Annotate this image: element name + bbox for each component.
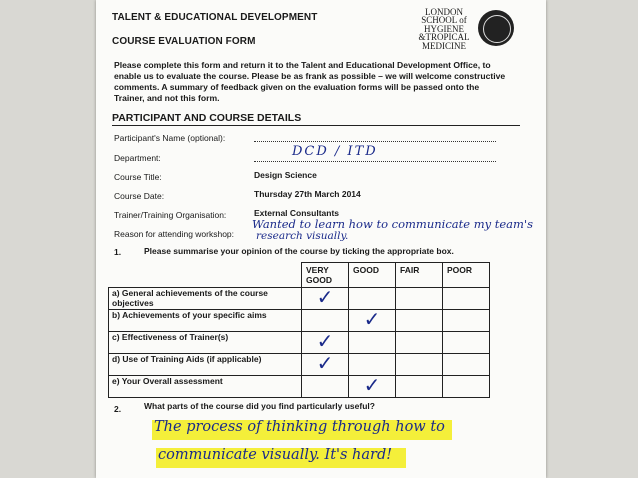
question-1-text: Please summarise your opinion of the course by ticking the appropriate box. [144, 246, 454, 256]
tick-icon: ✓ [316, 285, 334, 309]
lshtm-logo [414, 8, 524, 54]
evaluation-form-page [96, 0, 546, 478]
tick-icon: ✓ [316, 351, 334, 375]
table-row [109, 288, 490, 310]
crest-icon [478, 10, 514, 46]
name-field[interactable] [254, 141, 496, 142]
department-label: Department: [114, 153, 161, 163]
logo-line: LONDON [425, 7, 463, 17]
logo-line: SCHOOL of [421, 15, 467, 26]
department-handwriting: DCD / ITD [292, 144, 378, 159]
rating-cell[interactable] [349, 332, 396, 354]
logo-line: MEDICINE [422, 40, 466, 51]
rating-cell[interactable] [443, 288, 490, 310]
reason-handwriting-line2: research visually. [256, 230, 349, 242]
tick-icon: ✓ [316, 329, 334, 353]
table-row [109, 332, 490, 354]
rating-table [108, 262, 490, 398]
answer-handwriting-line1: The process of thinking through how to [154, 419, 445, 435]
department-field[interactable] [254, 161, 496, 162]
table-row [109, 354, 490, 376]
rating-cell[interactable] [396, 288, 443, 310]
row-label: b) Achievements of your specific aims [109, 310, 302, 332]
logo-line: HYGIENE [424, 23, 464, 34]
trainer-value: External Consultants [254, 208, 340, 218]
reason-handwriting-line1: Wanted to learn how to communicate my team's [252, 217, 534, 231]
column-header-very-good: VERY GOOD [302, 263, 349, 288]
question-1-number: 1. [114, 247, 122, 257]
name-label: Participant's Name (optional): [114, 133, 226, 143]
rating-cell[interactable] [396, 332, 443, 354]
trainer-label: Trainer/Training Organisation: [114, 210, 227, 220]
rating-cell[interactable] [349, 307, 396, 332]
tick-icon: ✓ [363, 373, 381, 397]
column-header-fair: FAIR [396, 263, 443, 288]
reason-label: Reason for attending workshop: [114, 229, 235, 239]
rating-cell[interactable] [396, 376, 443, 398]
question-2-number: 2. [114, 404, 122, 414]
row-label: d) Use of Training Aids (if applicable) [109, 354, 302, 376]
rating-cell[interactable] [302, 285, 349, 310]
course-title-value: Design Science [254, 170, 317, 180]
tick-icon: ✓ [363, 307, 381, 331]
rating-cell[interactable] [443, 376, 490, 398]
blank-header-cell [109, 263, 302, 288]
answer-handwriting-line2: communicate visually. It's hard! [158, 447, 393, 463]
instructions-text: Please complete this form and return it to the Talent and Educational Development Office, to enable us to evaluate the course. Please be as frank as possible – we will welcome constructive comments. A summary of feedback given on the evaluation forms will be passed onto the Trainer, and not this form. [114, 60, 506, 103]
table-row [109, 376, 490, 398]
rating-cell[interactable] [396, 310, 443, 332]
org-heading: TALENT & EDUCATIONAL DEVELOPMENT [112, 12, 318, 23]
form-title: COURSE EVALUATION FORM [112, 36, 256, 47]
rating-header-row [109, 263, 490, 288]
section-heading: PARTICIPANT AND COURSE DETAILS [112, 112, 520, 126]
column-header-poor: POOR [443, 263, 490, 288]
course-date-value: Thursday 27th March 2014 [254, 189, 361, 199]
logo-text [414, 8, 474, 50]
logo-line: &TROPICAL [418, 32, 470, 43]
course-date-label: Course Date: [114, 191, 165, 201]
row-label: c) Effectiveness of Trainer(s) [109, 332, 302, 354]
course-title-label: Course Title: [114, 172, 162, 182]
column-header-good: GOOD [349, 263, 396, 288]
rating-cell[interactable] [302, 351, 349, 376]
table-row [109, 310, 490, 332]
question-2-text: What parts of the course did you find particularly useful? [144, 401, 375, 411]
rating-cell[interactable] [443, 332, 490, 354]
rating-cell[interactable] [349, 373, 396, 398]
rating-cell[interactable] [396, 354, 443, 376]
rating-cell[interactable] [443, 354, 490, 376]
row-label: a) General achievements of the course objectives [109, 288, 302, 310]
rating-cell[interactable] [443, 310, 490, 332]
row-label: e) Your Overall assessment [109, 376, 302, 398]
rating-cell[interactable] [302, 376, 349, 398]
